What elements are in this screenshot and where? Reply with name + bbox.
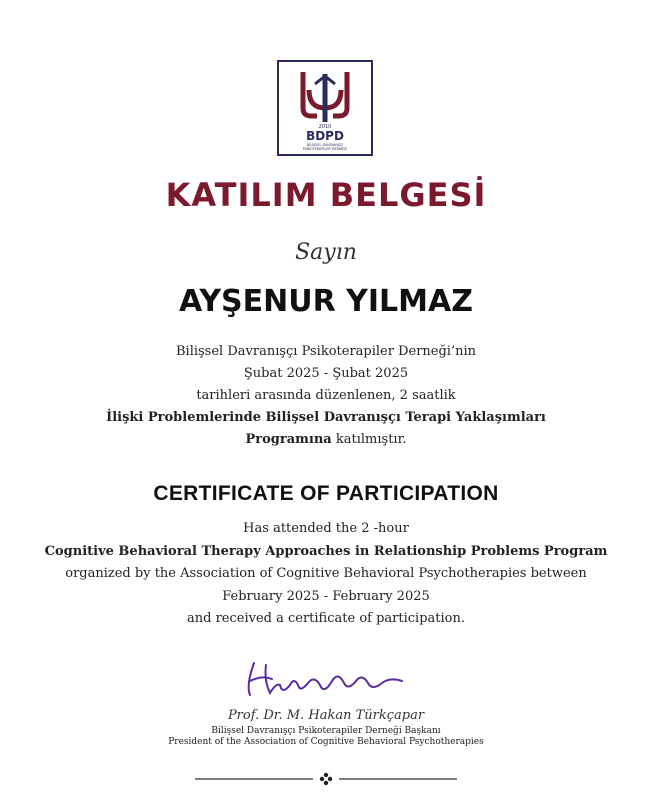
logo-acronym: BDPD xyxy=(306,129,344,143)
logo-year: 2010 xyxy=(318,124,332,130)
tr-line-5 xyxy=(0,429,652,451)
psi-emblem-icon xyxy=(279,62,371,154)
association-logo xyxy=(277,60,373,156)
signature-icon xyxy=(236,655,416,701)
recipient-name: AYŞENUR YILMAZ xyxy=(178,284,473,319)
en-line-3: organized by the Association of Cognitive Behavioral Psychotherapies between xyxy=(65,566,587,581)
signatory-role xyxy=(0,726,652,748)
certificate-title-en: CERTIFICATE OF PARTICIPATION xyxy=(153,482,499,505)
ornament-divider-icon xyxy=(195,772,457,786)
tr-line-4: İlişki Problemlerinde Bilişsel Davranışçı Terapi Yaklaşımları xyxy=(106,410,546,425)
turkish-body xyxy=(0,341,652,451)
en-line-4: February 2025 - February 2025 xyxy=(222,588,430,604)
logo-line-2: PSİKOTERAPİLER DERNEĞİ xyxy=(302,147,348,151)
tr-line-5-bold: Programına xyxy=(245,432,332,447)
tr-line-1: Bilişsel Davranışçı Psikoterapiler Derneği’nin xyxy=(175,344,476,359)
salutation: Sayın xyxy=(295,240,357,265)
signatory-role-en: President of the Association of Cognitive Behavioral Psychotherapies xyxy=(168,737,484,747)
signatory-name: Prof. Dr. M. Hakan Türkçapar xyxy=(227,708,425,723)
logo-line-1: BİLİŞSEL DAVRANIŞÇI xyxy=(306,143,344,147)
tr-line-3: tarihleri arasında düzenlenen, 2 saatlik xyxy=(196,388,456,403)
tr-line-2: Şubat 2025 - Şubat 2025 xyxy=(243,366,409,381)
en-line-2: Cognitive Behavioral Therapy Approaches in Relationship Problems Program xyxy=(44,543,608,559)
english-body xyxy=(0,518,652,631)
certificate-title-tr: KATILIM BELGESİ xyxy=(165,176,487,214)
en-line-5: and received a certificate of participation. xyxy=(187,611,465,626)
tr-line-5-rest: katılmıştır. xyxy=(331,432,407,447)
en-line-1: Has attended the 2 -hour xyxy=(243,521,409,536)
signatory-role-tr: Bilişsel Davranışçı Psikoterapiler Derneği Başkanı xyxy=(211,726,441,736)
